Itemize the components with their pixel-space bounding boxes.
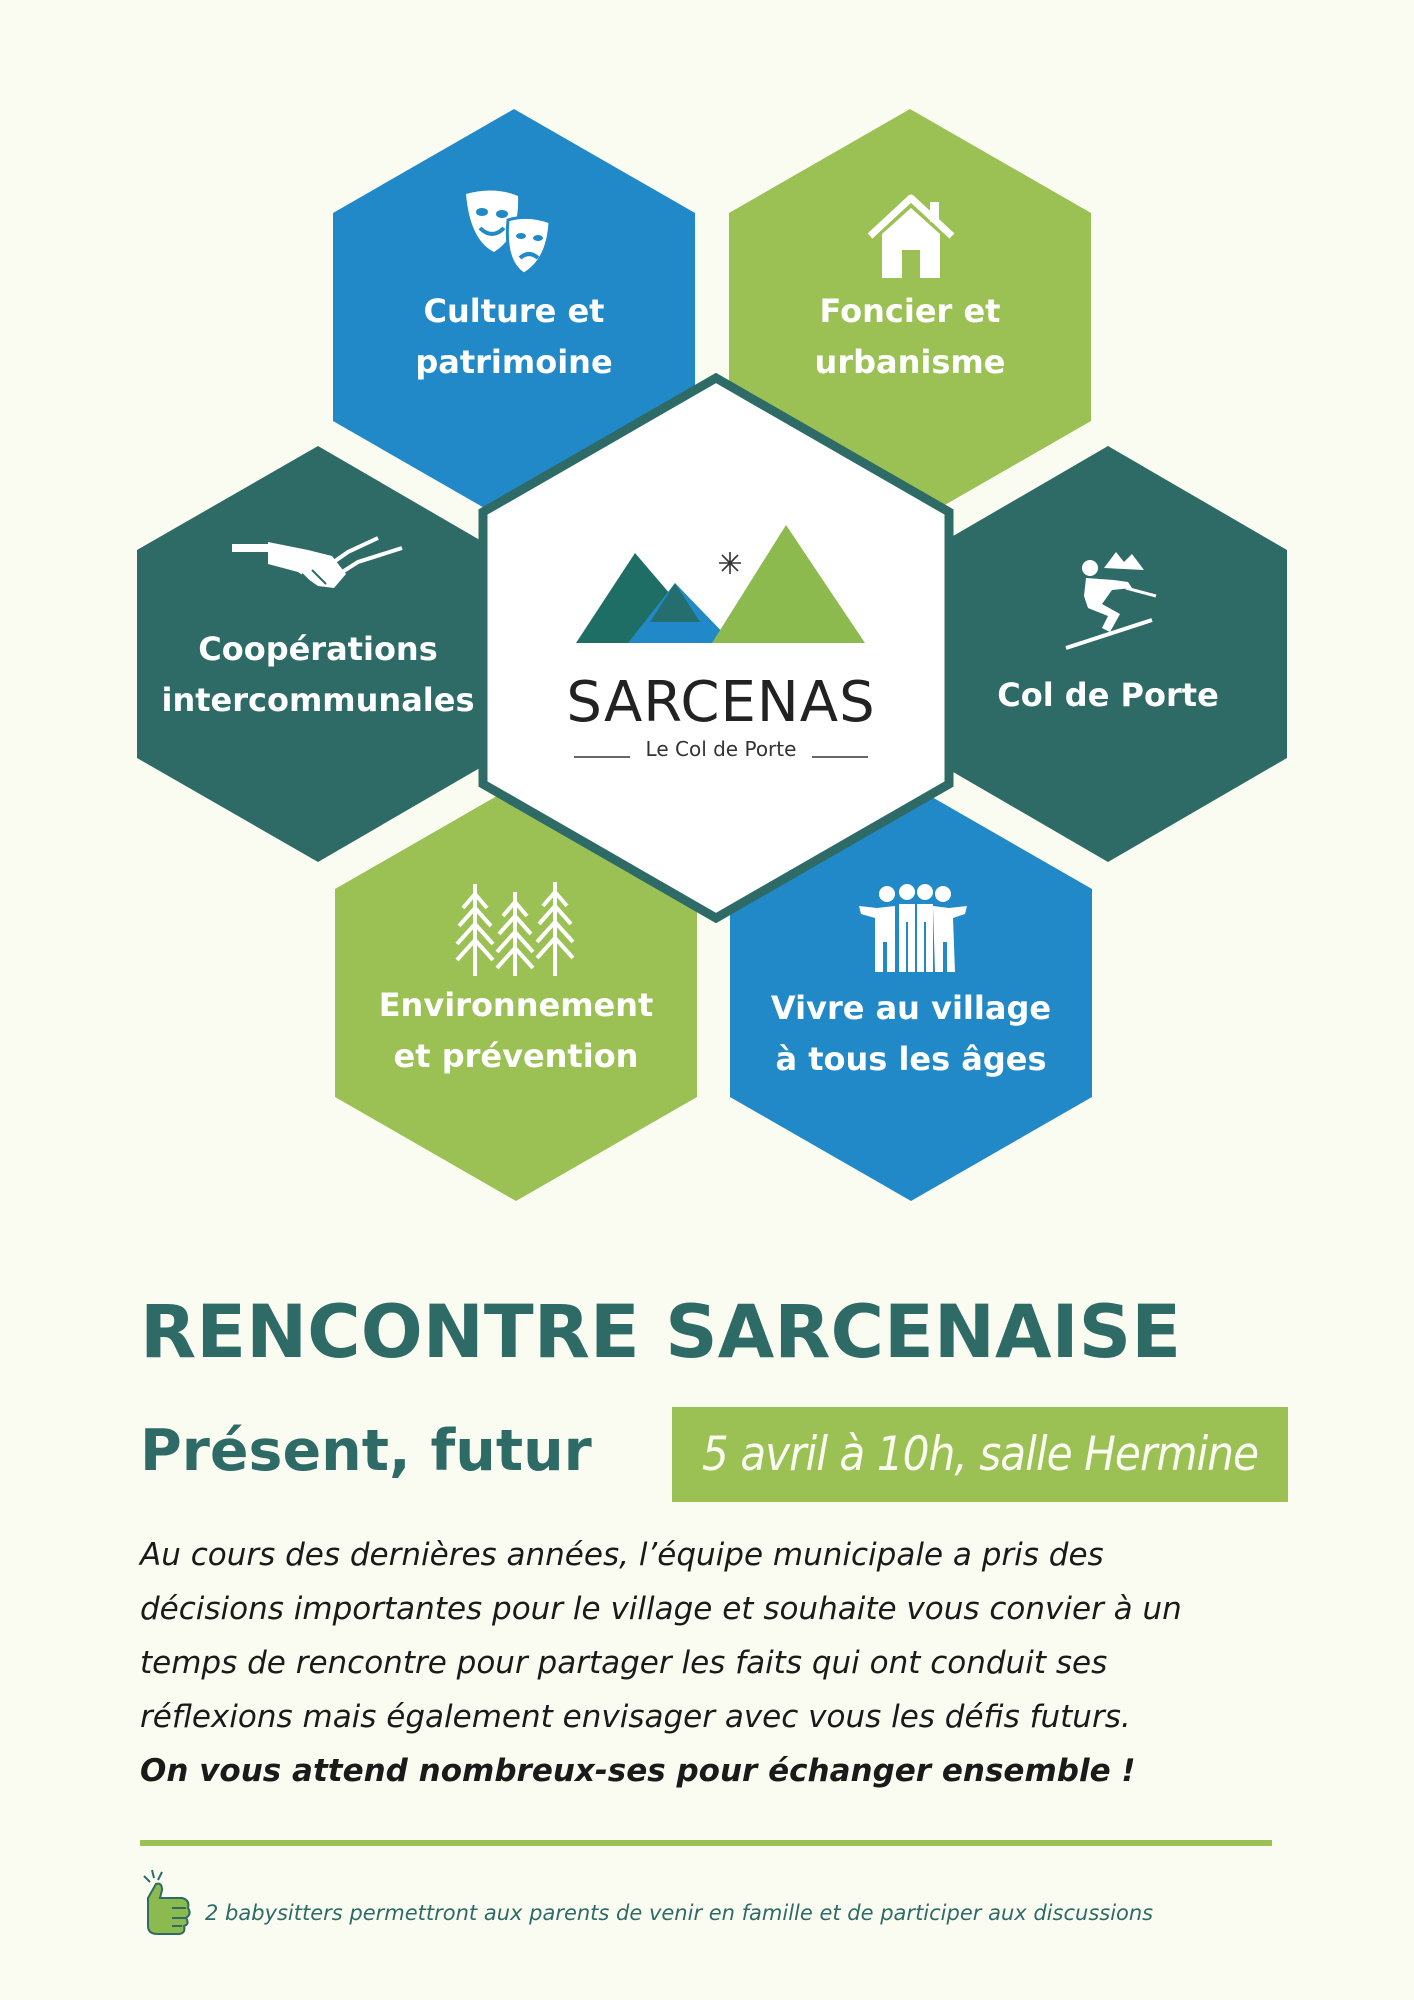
divider xyxy=(140,1840,1272,1846)
body-line: temps de rencontre pour partager les faits qui ont conduit ses xyxy=(140,1645,1108,1681)
body-paragraph xyxy=(140,1528,1280,1798)
pine-trees-icon xyxy=(455,878,577,978)
snowflake-icon xyxy=(719,552,741,574)
topic-label-vivre: Vivre au village à tous les âges xyxy=(770,989,1052,1078)
body-line: Au cours des dernières années, l’équipe municipale a pris des xyxy=(140,1537,1104,1573)
logo-name: SARCENAS xyxy=(566,670,876,735)
topic-label-col-de-porte: Col de Porte xyxy=(997,676,1219,714)
topic-label-cooperations: Coopérations intercommunales xyxy=(161,630,475,719)
page-subtitle: Présent, futur xyxy=(140,1418,592,1484)
topic-label-environnement: Environnement et prévention xyxy=(378,986,654,1075)
theater-masks-icon xyxy=(458,190,558,280)
topic-label-culture: Culture et patrimoine xyxy=(415,292,613,381)
house-icon xyxy=(866,192,956,282)
body-line: réflexions mais également envisager avec vous les défis futurs. xyxy=(140,1699,1131,1735)
thumbs-up-icon xyxy=(138,1868,194,1940)
event-date-badge: 5 avril à 10h, salle Hermine xyxy=(672,1407,1288,1502)
footer-note: 2 babysitters permettront aux parents de venir en famille et de participer aux discussions xyxy=(205,1901,1154,1925)
body-call-to-action: On vous attend nombreux-ses pour échanger ensemble ! xyxy=(140,1753,1136,1789)
page-title: RENCONTRE SARCENAISE xyxy=(140,1290,1182,1375)
skier-icon xyxy=(1064,548,1164,658)
handshake-icon xyxy=(228,530,406,610)
body-line: décisions importantes pour le village et souhaite vous convier à un xyxy=(140,1591,1182,1627)
logo-tagline: Le Col de Porte xyxy=(645,737,797,761)
group-people-icon xyxy=(857,882,969,972)
topic-label-foncier: Foncier et urbanisme xyxy=(814,292,1006,381)
